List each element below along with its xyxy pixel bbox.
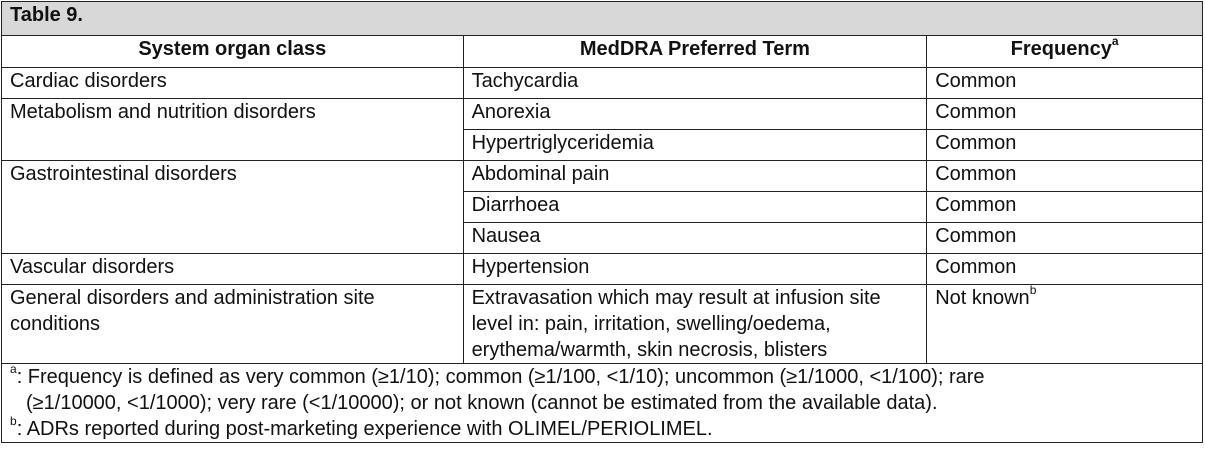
- footnote-a-text: : Frequency is defined as very common (≥1/10); common (≥1/100, <1/10); uncommon (≥1/1000, <1/100); rare: [16, 366, 985, 388]
- term-cell: Abdominal pain: [463, 161, 927, 192]
- soc-cell: Vascular disorders: [2, 254, 464, 285]
- footnote-a: [10, 364, 1194, 390]
- frequency-cell: Common: [927, 68, 1203, 99]
- soc-cell: Gastrointestinal disorders: [2, 161, 464, 254]
- footnote-b-text: : ADRs reported during post-marketing experience with OLIMEL/PERIOLIMEL.: [16, 418, 713, 440]
- footnotes-cell: [2, 364, 1203, 443]
- table-row: [2, 68, 1203, 99]
- table-header-row: [2, 36, 1203, 68]
- header-frequency-label: Frequency: [1010, 38, 1112, 60]
- soc-cell: Cardiac disorders: [2, 68, 464, 99]
- table-container: [1, 1, 1203, 443]
- table-row: [2, 254, 1203, 285]
- frequency-cell: Common: [927, 99, 1203, 130]
- header-frequency-footnote-mark: a: [1111, 34, 1119, 49]
- frequency-cell: Common: [927, 161, 1203, 192]
- term-cell: Hypertriglyceridemia: [463, 130, 927, 161]
- frequency-footnote-mark: b: [1029, 283, 1037, 298]
- frequency-cell: Common: [927, 192, 1203, 223]
- term-cell: Diarrhoea: [463, 192, 927, 223]
- term-cell: Hypertension: [463, 254, 927, 285]
- footnotes-row: [2, 364, 1203, 443]
- adverse-reactions-table: [1, 1, 1203, 443]
- table-title: Table 9.: [2, 2, 1203, 36]
- frequency-cell: Common: [927, 130, 1203, 161]
- footnote-b: [10, 416, 1194, 442]
- table-row: [2, 161, 1203, 192]
- term-cell: Extravasation which may result at infusion site level in: pain, irritation, swelling/oedema, erythema/warmth, skin necrosis, blisters: [463, 285, 927, 364]
- term-cell: Nausea: [463, 223, 927, 254]
- footnote-a-mark: a: [10, 362, 17, 377]
- header-meddra-term: MedDRA Preferred Term: [463, 36, 927, 68]
- soc-cell: Metabolism and nutrition disorders: [2, 99, 464, 161]
- frequency-label: Not known: [935, 287, 1030, 309]
- frequency-cell: [927, 285, 1203, 364]
- table-row: [2, 285, 1203, 364]
- table-title-row: [2, 2, 1203, 36]
- frequency-cell: Common: [927, 254, 1203, 285]
- soc-cell: General disorders and administration site conditions: [2, 285, 464, 364]
- footnote-b-mark: b: [10, 414, 17, 429]
- header-system-organ-class: System organ class: [2, 36, 464, 68]
- header-frequency: [927, 36, 1203, 68]
- term-cell: Tachycardia: [463, 68, 927, 99]
- table-row: [2, 99, 1203, 130]
- frequency-cell: Common: [927, 223, 1203, 254]
- footnote-a-continuation: (≥1/10000, <1/1000); very rare (<1/10000); or not known (cannot be estimated from the available data).: [26, 392, 938, 414]
- term-cell: Anorexia: [463, 99, 927, 130]
